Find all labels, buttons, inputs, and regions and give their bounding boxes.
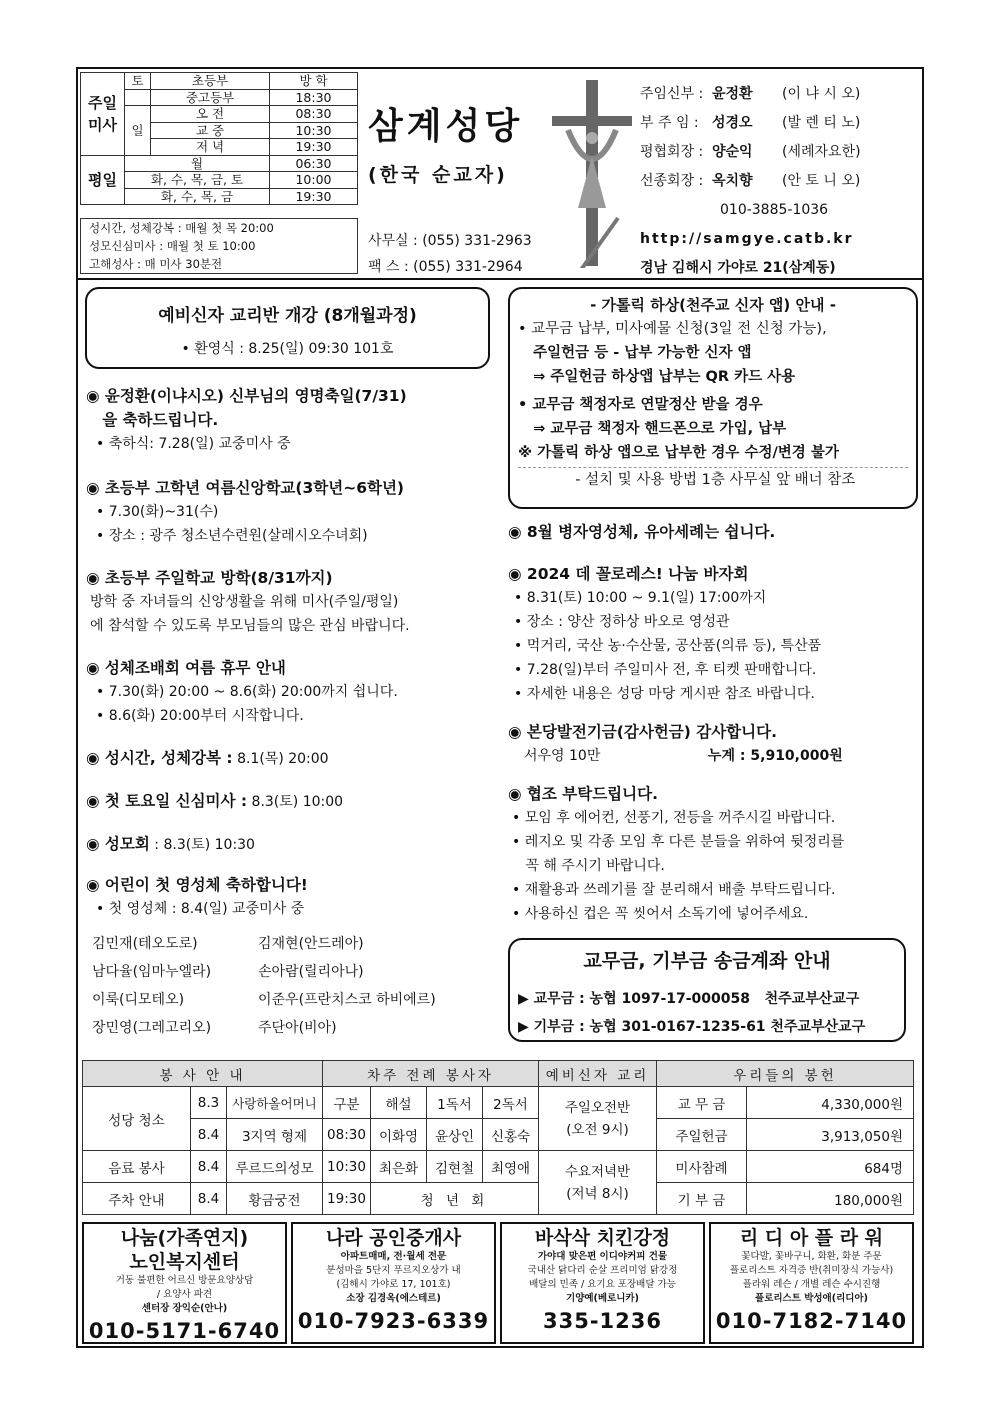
page-subtitle: (한국 순교자) [368, 164, 508, 186]
donation-total: 누계 : 5,910,000원 [708, 748, 843, 764]
ad-card [500, 1222, 705, 1344]
service-date: 8.3 [191, 1087, 227, 1119]
notice-heading: ◉ 초등부 주일학교 방학(8/31까지) [86, 569, 333, 587]
liturgy-cell: 최은화 [371, 1151, 427, 1183]
notice-heading: ◉ 2024 데 꼴로레스! 나눔 바자회 [508, 565, 749, 583]
mass-time: 19:30 [270, 188, 358, 205]
table-row [83, 1183, 914, 1215]
notice-heading: ◉ 첫 토요일 신심미사 : [86, 792, 248, 810]
offering-value: 180,000원 [747, 1183, 914, 1215]
staff-phone: 010-3885-1036 [720, 202, 829, 218]
child-name: 김민재(테오도로) [92, 936, 198, 952]
sunday-label: 일 [125, 106, 151, 156]
notice-heading: ◉ 성모회 [86, 835, 150, 853]
staff-role: 부 주 임 : [640, 115, 699, 131]
child-name: 남다율(임마누엘라) [92, 964, 212, 980]
mass-time: 06:30 [270, 155, 358, 172]
website-link[interactable]: http://samgye.catb.kr [640, 231, 854, 247]
catechism-line: (오전 9시) [566, 1121, 629, 1138]
notice-heading: ◉ 8월 병자영성체, 유아세례는 쉽니다. [508, 523, 776, 541]
notice-heading: ◉ 본당발전기금(감사헌금) 감사합니다. [508, 723, 777, 741]
liturgy-cell: 해설 [371, 1087, 427, 1119]
notice-body: 8.3(토) 10:00 [247, 794, 344, 810]
liturgy-cell: 이화영 [371, 1119, 427, 1151]
notice-body: 방학 중 자녀들의 신앙생활을 위해 미사(주일/평일) [90, 594, 399, 610]
staff-row [640, 138, 861, 167]
notice-body: • 자세한 내용은 성당 마당 게시판 참조 바랍니다. [514, 686, 815, 702]
notice-heading: ◉ 성체조배회 여름 휴무 안내 [86, 659, 286, 677]
liturgy-cell: 1독서 [427, 1087, 483, 1119]
name-row [92, 930, 436, 958]
notice-body: • 장소 : 양산 정하상 바오로 영성관 [514, 614, 730, 630]
catechumen-title: 예비신자 교리반 개강 (8개월과정) [158, 306, 417, 326]
ad-desc: 국내산 닭다리 순살 프리미엄 닭강정 [527, 1265, 678, 1276]
ad-phone[interactable]: 010-5171-6740 [88, 1319, 281, 1343]
donation-row [508, 744, 918, 768]
notice-block [86, 476, 496, 548]
staff-list [640, 80, 861, 283]
page-title: 삼계성당 [368, 106, 524, 147]
ad-desc: (김해시 가야로 17, 101호) [336, 1279, 451, 1290]
notice-body: 8.1(목) 20:00 [232, 751, 329, 767]
notice-block [86, 566, 496, 638]
ad-desc: 꽃다발, 꽃바구니, 화환, 화분 주문 [741, 1251, 882, 1262]
catechism-sunday [539, 1087, 657, 1151]
ad-card [291, 1222, 496, 1344]
staff-role: 평협회장 : [640, 144, 704, 160]
left-column [86, 384, 496, 921]
notice-body: • 축하식: 7.28(일) 교중미사 중 [96, 436, 291, 452]
mass-name: 화, 수, 목, 금 [125, 188, 270, 205]
ad-desc: 플라워 레슨 / 개별 레슨 수시진행 [742, 1279, 881, 1290]
mass-name: 교 중 [151, 122, 270, 139]
notice-heading: ◉ 어린이 첫 영성체 축하합니다! [86, 876, 308, 894]
mass-note: 성시간, 성체강복 : 매월 첫 목 20:00 [89, 221, 274, 235]
name-row [92, 986, 436, 1014]
service-who: 3지역 형제 [227, 1119, 323, 1151]
ad-card [82, 1222, 287, 1344]
mass-time: 18:30 [270, 89, 358, 106]
notice-block [86, 656, 496, 728]
mass-name: 초등부 [151, 73, 270, 90]
staff-baptismal: (안 토 니 오) [782, 173, 861, 189]
service-who: 사랑하올어머니 [227, 1087, 323, 1119]
child-name: 김재현(안드레아) [258, 936, 364, 952]
ad-card [709, 1222, 914, 1344]
sunday-mass-label: 주일 미사 [81, 73, 125, 156]
staff-row [640, 80, 861, 109]
mass-name: 화, 수, 목, 금, 토 [125, 172, 270, 189]
child-name: 이준우(프란치스코 하비에르) [258, 992, 436, 1008]
first-communion-names [92, 930, 436, 1042]
service-date: 8.4 [191, 1119, 227, 1151]
offering-key: 미사참례 [657, 1151, 747, 1183]
notice-body: • 7.30(화)~31(수) [96, 504, 219, 520]
ad-desc: 배달의 민족 / 요기요 포장배달 가능 [529, 1279, 676, 1290]
notice-heading: ◉ 성시간, 성체강복 : [86, 749, 233, 767]
ad-name: 노인복지센터 [129, 1251, 240, 1273]
notice-heading: ◉ 협조 부탁드립니다. [508, 785, 658, 803]
account-line: ▶ 기부금 : 농협 301-0167-1235-61 천주교부산교구 [518, 1019, 866, 1035]
accounts-title: 교무금, 기부금 송금계좌 안내 [583, 950, 831, 972]
service-who: 황금궁전 [227, 1183, 323, 1215]
notice-body: : 8.3(토) 10:30 [149, 837, 255, 853]
table-header: 예비신자 교리 [539, 1061, 657, 1087]
table-row [83, 1151, 914, 1183]
liturgy-cell: 신홍숙 [483, 1119, 539, 1151]
liturgy-cell: 윤상인 [427, 1119, 483, 1151]
ad-desc: 가야대 맞은편 이디야커피 건물 [537, 1251, 668, 1262]
mass-time: 10:30 [270, 122, 358, 139]
catechism-wednesday [539, 1151, 657, 1215]
ad-desc: 아파트매매, 전·월세 전문 [340, 1251, 447, 1262]
table-row [83, 1087, 914, 1119]
offering-key: 주일헌금 [657, 1119, 747, 1151]
saturday-label: 토 [125, 73, 151, 90]
offering-key: 기 부 금 [657, 1183, 747, 1215]
ad-desc: 기양예(베로니카) [566, 1293, 639, 1304]
accounts-box [508, 938, 906, 1042]
mass-note: 성모신심미사 : 매월 첫 토 10:00 [89, 239, 256, 253]
notice-body: • 7.28(일)부터 주일미사 전, 후 티켓 판매합니다. [514, 662, 817, 678]
mass-note: 고해성사 : 매 미사 30분전 [89, 257, 223, 271]
service-name: 주차 안내 [83, 1183, 191, 1215]
mass-name: 저 녁 [151, 139, 270, 156]
child-name: 손아람(릴리아나) [258, 964, 364, 980]
app-info-line: ※ 가톨릭 하상 앱으로 납부한 경우 수정/변경 불가 [518, 445, 839, 461]
table-row [83, 1119, 914, 1151]
notice-body: • 모임 후 에어컨, 선풍기, 전등을 꺼주시길 바랍니다. [512, 810, 836, 826]
liturgy-cell: 08:30 [323, 1119, 371, 1151]
notice-block [86, 384, 496, 456]
staff-name: 성경오 [712, 115, 753, 131]
staff-baptismal: (이 냐 시 오) [782, 86, 861, 102]
service-name: 성당 청소 [83, 1087, 191, 1151]
name-row [92, 1014, 436, 1042]
mass-name: 오 전 [151, 106, 270, 123]
donor: 서우영 10만 [524, 748, 601, 764]
offering-key: 교 무 금 [657, 1087, 747, 1119]
ad-desc: 플로리스트 자격증 반(취미장식 가능사) [729, 1265, 894, 1276]
notice-body: • 먹거리, 국산 농·수산물, 공산품(의류 등), 특산품 [514, 638, 822, 654]
ads-row [82, 1222, 914, 1344]
ad-desc: 플로리스트 박성애(리디아) [755, 1293, 868, 1304]
staff-row [640, 109, 861, 138]
ad-desc: / 요양사 파견 [156, 1289, 213, 1300]
staff-baptismal: (발 렌 티 노) [782, 115, 861, 131]
mass-time: 08:30 [270, 106, 358, 123]
child-name: 주단아(비아) [258, 1020, 337, 1036]
notice-block [86, 746, 496, 771]
ad-phone[interactable]: 335-1236 [543, 1309, 662, 1333]
staff-baptismal: (세례자요한) [782, 144, 861, 160]
catechumen-detail: • 환영식 : 8.25(일) 09:30 101호 [181, 341, 394, 357]
staff-role: 선종회장 : [640, 173, 704, 189]
right-column [508, 520, 918, 926]
app-info-line: - 설치 및 사용 방법 1층 사무실 앞 배너 참조 [518, 467, 908, 492]
mass-schedule-table [80, 72, 358, 205]
ad-name: 리 디 아 플 라 워 [739, 1227, 884, 1249]
notice-body: • 사용하신 컵은 꼭 씻어서 소독기에 넣어주세요. [512, 906, 809, 922]
weekday-mass-label: 평일 [81, 155, 125, 205]
catechumen-box [85, 287, 490, 369]
offering-value: 3,913,050원 [747, 1119, 914, 1151]
liturgy-cell: 구분 [323, 1087, 371, 1119]
cross-logo-icon [548, 78, 636, 268]
ad-desc: 거동 불편한 어르신 방문요양상담 [115, 1275, 254, 1286]
notice-body: • 레지오 및 각종 모임 후 다른 분들을 위하여 뒷정리를 [512, 834, 845, 850]
offering-value: 684명 [747, 1151, 914, 1183]
child-name: 장민영(그레고리오) [92, 1020, 212, 1036]
table-header: 우리들의 봉헌 [657, 1061, 914, 1087]
notice-heading: 을 축하드립니다. [86, 411, 219, 429]
notice-body: • 첫 영성체 : 8.4(일) 교중미사 중 [96, 901, 305, 917]
notice-block [508, 782, 918, 926]
mass-notes [80, 218, 358, 274]
notice-block [86, 873, 496, 921]
liturgy-cell: 19:30 [323, 1183, 371, 1215]
office-phone: 사무실 : (055) 331-2963 [368, 233, 532, 249]
app-info-line: 주일헌금 등 - 납부 가능한 신자 앱 [518, 345, 752, 361]
mass-time: 10:00 [270, 172, 358, 189]
service-who: 루르드의성모 [227, 1151, 323, 1183]
app-info-line: ⇒ 교무금 책정자 핸드폰으로 가입, 납부 [518, 421, 787, 437]
mass-name: 월 [125, 155, 270, 172]
liturgy-cell: 2독서 [483, 1087, 539, 1119]
ad-phone[interactable]: 010-7923-6339 [297, 1309, 490, 1333]
liturgy-cell: 청 년 회 [371, 1183, 539, 1215]
notice-block [86, 789, 496, 814]
ad-desc: 분성마을 5단지 푸르지오상가 내 [326, 1265, 461, 1276]
notice-body: • 7.30(화) 20:00 ~ 8.6(화) 20:00까지 쉽니다. [96, 684, 398, 700]
catechism-line: 주일오전반 [564, 1099, 631, 1116]
notice-body: • 8.6(화) 20:00부터 시작합니다. [96, 708, 304, 724]
notice-body: 에 참석할 수 있도록 부모님들의 많은 관심 바랍니다. [90, 618, 410, 634]
mass-name: 중고등부 [151, 89, 270, 106]
notice-body: 꼭 해 주시기 바랍니다. [512, 858, 665, 874]
table-header: 차주 전례 봉사자 [323, 1061, 539, 1087]
service-date: 8.4 [191, 1151, 227, 1183]
service-table [82, 1060, 914, 1215]
app-info-title: - 가톨릭 하상(천주교 신자 앱) 안내 - [590, 296, 836, 314]
notice-heading: ◉ 초등부 고학년 여름신앙학교(3학년~6학년) [86, 479, 405, 497]
header-divider [78, 278, 922, 280]
ad-name: 바삭삭 치킨강정 [534, 1227, 671, 1249]
ad-desc: 센터장 장익순(안나) [141, 1303, 228, 1314]
notice-block [508, 720, 918, 768]
ad-name: 나라 공인중개사 [325, 1227, 462, 1249]
ad-phone[interactable]: 010-7182-7140 [715, 1309, 908, 1333]
mass-time: 방 학 [270, 73, 358, 90]
staff-name: 윤정환 [712, 86, 753, 102]
offering-value: 4,330,000원 [747, 1087, 914, 1119]
mass-time: 19:30 [270, 139, 358, 156]
notice-body: • 재활용과 쓰레기를 잘 분리해서 배출 부탁드립니다. [512, 882, 836, 898]
app-info-box [508, 287, 918, 509]
name-row [92, 958, 436, 986]
app-info-line: • 교무금 납부, 미사예물 신청(3일 전 신청 가능), [518, 321, 827, 337]
liturgy-cell: 김현철 [427, 1151, 483, 1183]
catechism-line: (저녁 8시) [566, 1185, 629, 1202]
fax-number: 팩 스 : (055) 331-2964 [368, 259, 523, 275]
office-contact [368, 228, 532, 280]
notice-block [508, 562, 918, 706]
service-date: 8.4 [191, 1183, 227, 1215]
staff-role: 주임신부 : [640, 86, 704, 102]
notice-body: • 8.31(토) 10:00 ~ 9.1(일) 17:00까지 [514, 590, 767, 606]
notice-body: • 장소 : 광주 청소년수련원(살레시오수녀회) [96, 528, 368, 544]
catechism-line: 수요저녁반 [564, 1163, 631, 1180]
staff-name: 양순익 [712, 144, 753, 160]
staff-row [640, 167, 861, 196]
notice-block [86, 832, 496, 857]
ad-desc: 소장 김경옥(에스테르) [346, 1293, 441, 1304]
ad-name: 나눔(가족연지) [120, 1227, 249, 1249]
table-header: 봉 사 안 내 [83, 1061, 323, 1087]
liturgy-cell: 10:30 [323, 1151, 371, 1183]
account-line: ▶ 교무금 : 농협 1097-17-000058 천주교부산교구 [518, 991, 860, 1007]
child-name: 이룩(디모테오) [92, 992, 185, 1008]
liturgy-cell: 최영애 [483, 1151, 539, 1183]
app-info-line: • 교무금 책정자로 연말정산 받을 경우 [518, 397, 763, 413]
service-name: 음료 봉사 [83, 1151, 191, 1183]
staff-name: 옥치향 [712, 173, 753, 189]
notice-heading: ◉ 윤정환(이냐시오) 신부님의 영명축일(7/31) [86, 387, 407, 405]
app-info-line: ⇒ 주일헌금 하상앱 납부는 QR 카드 사용 [518, 369, 796, 385]
address: 경남 김해시 가야로 21(삼계동) [640, 260, 836, 276]
